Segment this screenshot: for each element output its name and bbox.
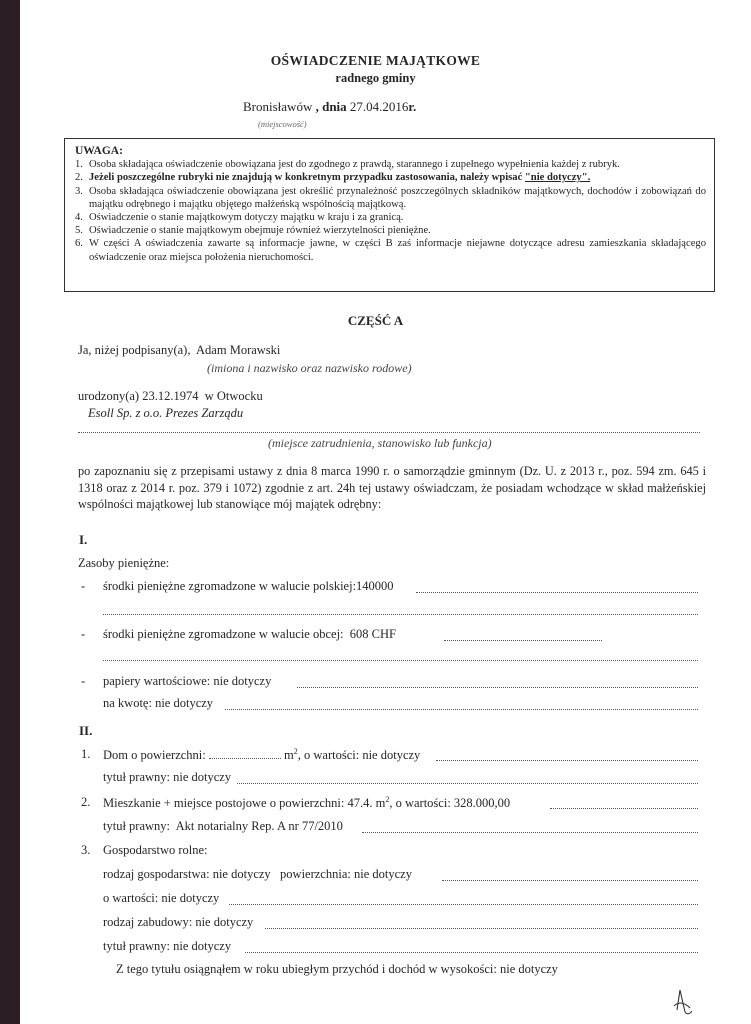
birth-line <box>78 389 263 404</box>
farm-area-label: powierzchnia: <box>280 867 351 881</box>
notice-item: 2. Jeżeli poszczególne rubryki nie znajdują w konkretnym przypadku zastosowania, należy wpisać "nie dotyczy". <box>75 172 591 184</box>
birth-place: Otwocku <box>216 389 263 403</box>
notice-box <box>64 138 715 292</box>
dotted-line <box>550 808 698 809</box>
notice-text: Osoba składająca oświadczenie obowiązana jest do zgodnego z prawdą, starannego i zupełnego wypełnienia każdej z rubryk. <box>89 159 620 171</box>
dotted-line <box>103 660 698 661</box>
section-1-title: Zasoby pieniężne: <box>78 556 170 570</box>
birth-date: 23.12.1974 <box>142 389 199 403</box>
house-value-label: , o wartości: <box>297 748 360 763</box>
place-value: Bronisławów <box>243 99 313 114</box>
flat-unit: m <box>375 796 386 811</box>
flat-title-label: tytuł prawny: <box>103 819 171 833</box>
dotted-line <box>442 880 698 881</box>
farm-income-line <box>116 962 558 977</box>
place-date-line <box>243 99 416 115</box>
dotted-line <box>225 709 698 710</box>
notice-item: 5. Oświadczenie o stanie majątkowym obejmuje również wierzytelności pieniężne. <box>75 224 706 237</box>
house-line <box>103 747 420 763</box>
employment-caption: (miejsce zatrudnienia, stanowisko lub funkcja) <box>268 436 492 450</box>
farm-income-label: Z tego tytułu osiągnąłem w roku ubiegłym przychód i dochód w wysokości: <box>116 962 497 976</box>
notice-emphasis: "nie dotyczy". <box>524 172 591 184</box>
flat-line <box>103 795 510 811</box>
statement-paragraph: po zapoznaniu się z przepisami ustawy z dnia 8 marca 1990 r. o samorządzie gminnym (Dz. U. z 2013 r., poz. 594 zm. 645 i 1318 oraz z 2014 r. poz. 379 i 1072) zgodnie z art. 24h tej ustawy oświadczam, że posiadam wchodzące w skład małżeńskiej wspólności majątkowej lub stanowiące mój majątek odrębny: <box>78 464 706 511</box>
flat-area: 47.4. <box>347 796 373 811</box>
dotted-line <box>444 640 602 641</box>
house-title-label: tytuł prawny: <box>103 770 171 784</box>
farm-type-label: rodzaj gospodarstwa: <box>103 867 210 881</box>
born-label: urodzony(a) <box>78 389 140 403</box>
notice-item: 3. Osoba składająca oświadczenie obowiązana jest określić przynależność poszczególnych składników majątkowych, dochodów i zobowiązań do majątku odrębnego i majątku objętego małżeńską wspólnością majątkową. <box>75 185 706 210</box>
document-subtitle: radnego gminy <box>335 71 416 85</box>
farm-title-value: nie dotyczy <box>173 939 232 953</box>
pln-label: środki pieniężne zgromadzone w walucie polskiej: <box>103 579 357 593</box>
binding-edge <box>0 0 20 1024</box>
notice-item: 6. W części A oświadczenia zawarte są informacje jawne, w części B zaś informacje niejawne dotyczące adresu zamieszkania składającego oświadczenie oraz miejsca położenia nieruchomości. <box>75 238 706 263</box>
notice-text: W części A oświadczenia zawarte są informacje jawne, w części B zaś informacje niejawne dotyczące adresu zamieszkania składającego oświadczenie oraz miejsca położenia nieruchomości. <box>89 238 706 263</box>
notice-item: 1. Osoba składająca oświadczenie obowiązana jest do zgodnego z prawdą, starannego i zupełnego wypełnienia każdej z rubryk. <box>75 158 706 171</box>
place-caption: (miejscowość) <box>258 119 307 129</box>
flat-number: 2. <box>81 795 91 809</box>
farm-type-value: nie dotyczy <box>212 867 271 881</box>
section-1-numeral: I. <box>79 532 88 547</box>
dotted-line <box>209 749 281 759</box>
securities-line <box>103 674 271 689</box>
house-title-line <box>103 770 231 785</box>
dotted-line <box>362 832 698 833</box>
dotted-line <box>237 783 698 784</box>
flat-title-line <box>103 819 343 834</box>
notice-item: 4. Oświadczenie o stanie majątkowym dotyczy majątku w kraju i za granicą. <box>75 211 706 224</box>
employment-value: Esoll Sp. z o.o. Prezes Zarządu <box>88 406 244 420</box>
dotted-line <box>436 760 698 761</box>
dotted-line <box>265 928 698 929</box>
house-value: nie dotyczy <box>362 748 421 763</box>
dotted-line <box>78 432 700 433</box>
flat-title-value: Akt notarialny Rep. A nr 77/2010 <box>175 819 343 833</box>
notice-text: Osoba składająca oświadczenie obowiązana jest określić przynależność poszczególnych składników majątkowych, dochodów i zobowiązań do majątku odrębnego i majątku objętego małżeńską wspólnością majątkową. <box>89 185 706 210</box>
part-a-heading: CZĘŚĆ A <box>347 313 404 328</box>
flat-unit-sup: 2 <box>385 795 390 804</box>
house-unit: m <box>284 748 294 763</box>
farm-number: 3. <box>81 843 91 857</box>
house-number: 1. <box>81 747 91 761</box>
declarant-line <box>78 343 280 358</box>
foreign-label: środki pieniężne zgromadzone w walucie obcej: <box>103 627 344 641</box>
pln-value: 140000 <box>356 579 394 593</box>
securities-value: nie dotyczy <box>213 674 272 688</box>
farm-value: nie dotyczy <box>161 891 220 905</box>
farm-building-value: nie dotyczy <box>195 915 254 929</box>
farm-type-line <box>103 867 412 882</box>
farm-building-line <box>103 915 253 930</box>
declarant-label: Ja, niżej podpisany(a), <box>78 343 191 357</box>
flat-value: 328.000,00 <box>453 796 511 811</box>
farm-building-label: rodzaj zabudowy: <box>103 915 193 929</box>
flat-label: Mieszkanie + miejsce postojowe o powierzchni: <box>103 796 345 811</box>
farm-area-value: nie dotyczy <box>353 867 412 881</box>
house-unit-sup: 2 <box>293 747 298 756</box>
dotted-line <box>297 687 698 688</box>
house-title-value: nie dotyczy <box>173 770 232 784</box>
pln-line <box>103 579 394 594</box>
date-suffix: r. <box>408 99 417 114</box>
amount-label: na kwotę: <box>103 696 152 710</box>
notice-text: Oświadczenie o stanie majątkowym dotyczy majątku w kraju i za granicą. <box>89 212 404 224</box>
list-marker: - <box>81 627 86 641</box>
declarant-name: Adam Morawski <box>196 343 281 357</box>
farm-title-label: tytuł prawny: <box>103 939 171 953</box>
date-value: 27.04.2016 <box>349 99 409 114</box>
list-marker: - <box>81 674 86 688</box>
name-caption: (imiona i nazwisko oraz nazwisko rodowe) <box>207 361 412 375</box>
list-marker: - <box>81 579 86 593</box>
foreign-line <box>103 627 396 642</box>
farm-title: Gospodarstwo rolne: <box>103 843 208 857</box>
notice-text: Jeżeli poszczególne rubryki nie znajdują w konkretnym przypadku zastosowania, należy wpisać <box>89 172 525 184</box>
amount-value: nie dotyczy <box>155 696 214 710</box>
flat-value-label: , o wartości: <box>389 796 451 811</box>
farm-value-label: o wartości: <box>103 891 159 905</box>
amount-line <box>103 696 213 711</box>
date-prefix: , dnia <box>315 99 347 114</box>
section-2-numeral: II. <box>79 723 93 738</box>
document-title: OŚWIADCZENIE MAJĄTKOWE <box>270 53 481 68</box>
birth-in: w <box>204 389 214 403</box>
notice-list <box>75 158 706 264</box>
dotted-line <box>103 614 698 615</box>
house-label: Dom o powierzchni: <box>103 748 206 763</box>
dotted-line <box>416 592 698 593</box>
farm-value-line <box>103 891 219 906</box>
notice-text: Oświadczenie o stanie majątkowym obejmuje również wierzytelności pieniężne. <box>89 225 431 237</box>
farm-income-value: nie dotyczy <box>499 962 558 976</box>
dotted-line <box>229 904 698 905</box>
securities-label: papiery wartościowe: <box>103 674 211 688</box>
notice-title: UWAGA: <box>75 145 123 157</box>
signature-mark <box>670 988 694 1018</box>
dotted-line <box>245 952 698 953</box>
farm-title-line <box>103 939 231 954</box>
foreign-value: 608 CHF <box>349 627 396 641</box>
